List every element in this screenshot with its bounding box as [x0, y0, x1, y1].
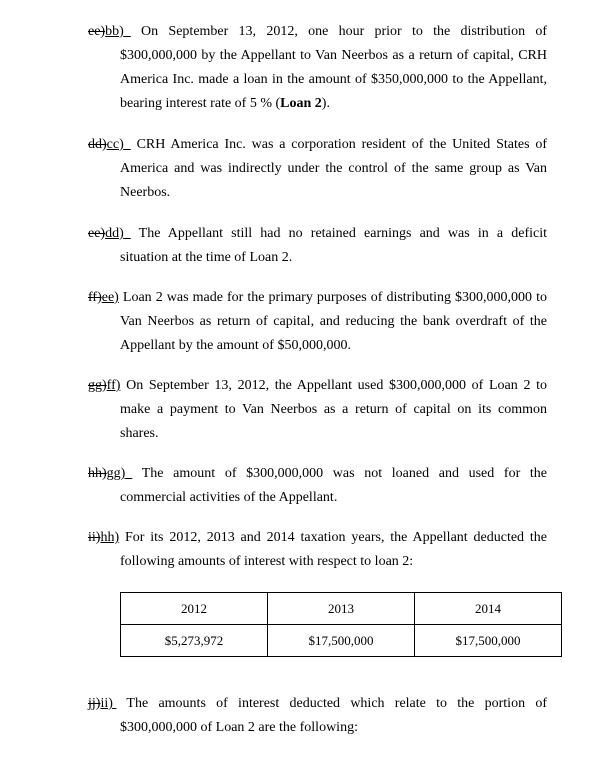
paragraph-text: $300,000,000 of Loan 2 are the following: — [120, 720, 358, 735]
deleted-label: ee) — [88, 24, 106, 39]
paragraph-text: The amounts of interest deducted which relate to the portion of — [126, 696, 547, 711]
paragraph-label — [88, 133, 131, 157]
paragraph-text: Loan 2 was made for the primary purposes of distributing $300,000,000 to — [122, 290, 548, 305]
deleted-label: ii) — [88, 530, 101, 545]
paragraph-label — [88, 374, 120, 398]
inserted-label: bb) — [105, 24, 124, 39]
paragraph-label — [88, 222, 131, 246]
inserted-label: ii) — [100, 696, 113, 711]
table-row — [121, 625, 562, 657]
paragraph-ee — [88, 286, 547, 358]
paragraph-text: $300,000,000 by the Appellant to Van Neerbos as a return of capital, CRH — [120, 48, 547, 63]
paragraph-text: For its 2012, 2013 and 2014 taxation years, the Appellant deducted the — [124, 530, 548, 545]
paragraph-text: make a payment to Van Neerbos as a return of capital on its common — [120, 402, 547, 417]
paragraph-text: On September 13, 2012, the Appellant used $300,000,000 of Loan 2 to — [126, 378, 548, 393]
paragraph-text: America Inc. made a loan in the amount of $350,000,000 to the Appellant, — [120, 72, 547, 87]
interest-table — [120, 592, 562, 657]
deleted-label: dd) — [88, 137, 107, 152]
inserted-label: ee) — [101, 290, 119, 305]
table-header-cell: 2014 — [415, 593, 562, 625]
paragraph-text: The Appellant still had no retained earnings and was in a deficit — [138, 226, 547, 241]
paragraph-text: CRH America Inc. was a corporation resident of the United States of — [136, 137, 548, 152]
table-cell: $17,500,000 — [415, 625, 562, 657]
paragraph-bb — [88, 20, 547, 116]
paragraph-label — [88, 286, 119, 310]
paragraph-hh — [88, 526, 547, 574]
paragraph-dd — [88, 222, 547, 270]
table-header-cell: 2013 — [268, 593, 415, 625]
inserted-label: dd) — [105, 226, 124, 241]
deleted-label: ee) — [88, 226, 106, 241]
paragraph-text: The amount of $300,000,000 was not loaned and used for the — [141, 466, 547, 481]
paragraph-text: America and was indirectly under the control of the same group as Van — [120, 161, 547, 176]
deleted-label: hh) — [88, 466, 107, 481]
inserted-label: ff) — [106, 378, 121, 393]
paragraph-cc — [88, 133, 547, 205]
paragraph-ff — [88, 374, 547, 446]
table-cell: $5,273,972 — [121, 625, 268, 657]
table-cell: $17,500,000 — [268, 625, 415, 657]
inserted-label: hh) — [100, 530, 120, 545]
table-header-cell: 2012 — [121, 593, 268, 625]
paragraph-text: Van Neerbos as return of capital, and reducing the bank overdraft of the — [120, 314, 547, 329]
paragraph-text: On September 13, 2012, one hour prior to the distribution of — [141, 24, 548, 39]
deleted-label: jj) — [88, 696, 101, 711]
paragraph-text: situation at the time of Loan 2. — [120, 250, 293, 265]
paragraph-label — [88, 462, 132, 486]
paragraph-text: Neerbos. — [120, 185, 171, 200]
table-row — [121, 593, 562, 625]
deleted-label: gg) — [88, 378, 107, 393]
paragraph-text: Appellant by the amount of $50,000,000. — [120, 338, 351, 353]
paragraph-text: bearing interest rate of 5 % (Loan 2). — [120, 96, 330, 111]
defined-term: Loan 2 — [280, 96, 322, 111]
inserted-label: gg) — [106, 466, 126, 481]
paragraph-label — [88, 20, 131, 44]
paragraph-ii — [88, 692, 547, 740]
paragraph-gg — [88, 462, 547, 510]
inserted-label: cc) — [106, 137, 124, 152]
paragraph-text: following amounts of interest with respect to loan 2: — [120, 554, 414, 569]
paragraph-label — [88, 692, 116, 716]
deleted-label: ff) — [88, 290, 102, 305]
paragraph-text: shares. — [120, 426, 159, 441]
paragraph-text: commercial activities of the Appellant. — [120, 490, 338, 505]
paragraph-label — [88, 526, 119, 550]
